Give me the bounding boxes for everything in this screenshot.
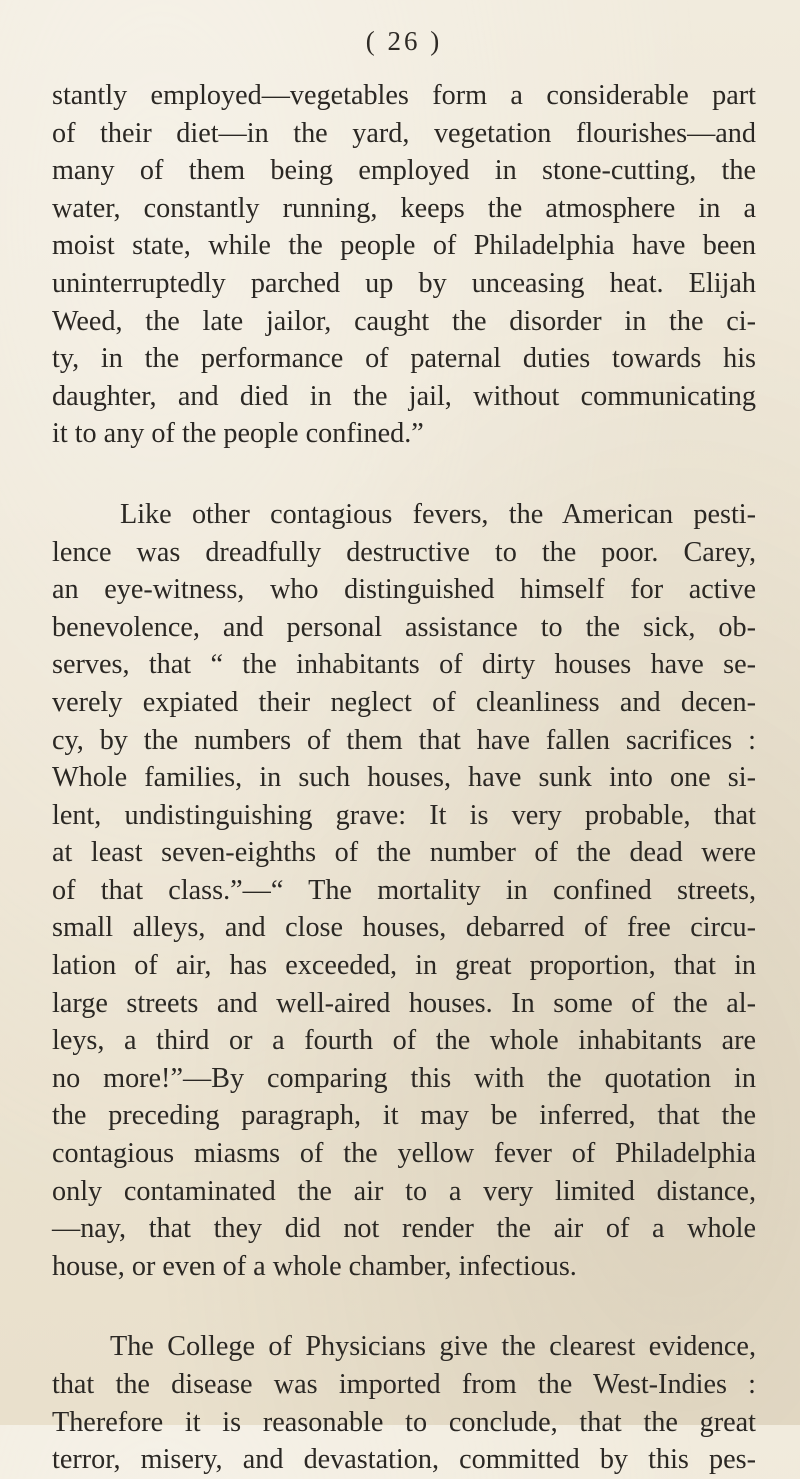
text-line: leys, a third or a fourth of the whole inhabitants are [52,1025,756,1057]
text-line: cy, by the numbers of them that have fallen sacrifices : [52,724,756,756]
text-line: only contaminated the air to a very limited distance, [52,1175,756,1207]
paragraph-3 [52,1328,756,1478]
paragraph-2 [52,496,756,1285]
text-line: of their diet—in the yard, vegetation flourishes—and [52,117,756,149]
text-line: it to any of the people confined.” [52,418,424,450]
text-line: of that class.”—“ The mortality in confined streets, [52,874,756,906]
text-line: Like other contagious fevers, the American pesti- [120,498,756,530]
text-line: The College of Physicians give the clearest evidence, [110,1331,756,1363]
text-line: no more!”—By comparing this with the quotation in [52,1062,756,1094]
text-line: contagious miasms of the yellow fever of Philadelphia [52,1138,756,1170]
text-line: house, or even of a whole chamber, infectious. [52,1250,577,1282]
text-line: that the disease was imported from the West-Indies : [52,1369,756,1400]
text-line: daughter, and died in the jail, without communicating [52,380,756,412]
text-line: serves, that “ the inhabitants of dirty houses have se- [52,649,756,681]
text-line: small alleys, and close houses, debarred of free circu- [52,912,756,944]
text-line: large streets and well-aired houses. In some of the al- [52,987,756,1019]
text-line: —nay, that they did not render the air of a whole [52,1213,756,1245]
text-line: the preceding paragraph, it may be inferred, that the [52,1100,756,1132]
text-line: an eye-witness, who distinguished himself for active [52,574,756,606]
paragraph-1 [52,77,756,453]
text-line: lence was dreadfully destructive to the poor. Carey, [52,536,756,568]
text-line: benevolence, and personal assistance to the sick, ob- [52,611,756,643]
text-line: ty, in the performance of paternal duties towards his [52,343,756,375]
text-line: lation of air, has exceeded, in great proportion, that in [52,950,756,982]
text-line: many of them being employed in stone-cutting, the [52,155,756,187]
text-line: moist state, while the people of Philadelphia have been [52,230,756,262]
text-line: stantly employed—vegetables form a considerable part [52,80,756,111]
page-number: ( 26 ) [365,26,443,56]
text-line: Therefore it is reasonable to conclude, that the great [52,1406,756,1438]
text-line: terror, misery, and devastation, committed by this pes- [52,1444,756,1476]
text-line: verely expiated their neglect of cleanliness and decen- [52,686,756,718]
text-line: at least seven-eighths of the number of the dead were [52,837,756,869]
text-line: lent, undistinguishing grave: It is very probable, that [52,799,756,831]
text-line: uninterruptedly parched up by unceasing heat. Elijah [52,267,756,299]
text-line: Whole families, in such houses, have sunk into one si- [52,762,756,794]
text-line: Weed, the late jailor, caught the disorder in the ci- [52,305,756,337]
text-line: water, constantly running, keeps the atmosphere in a [52,192,756,224]
